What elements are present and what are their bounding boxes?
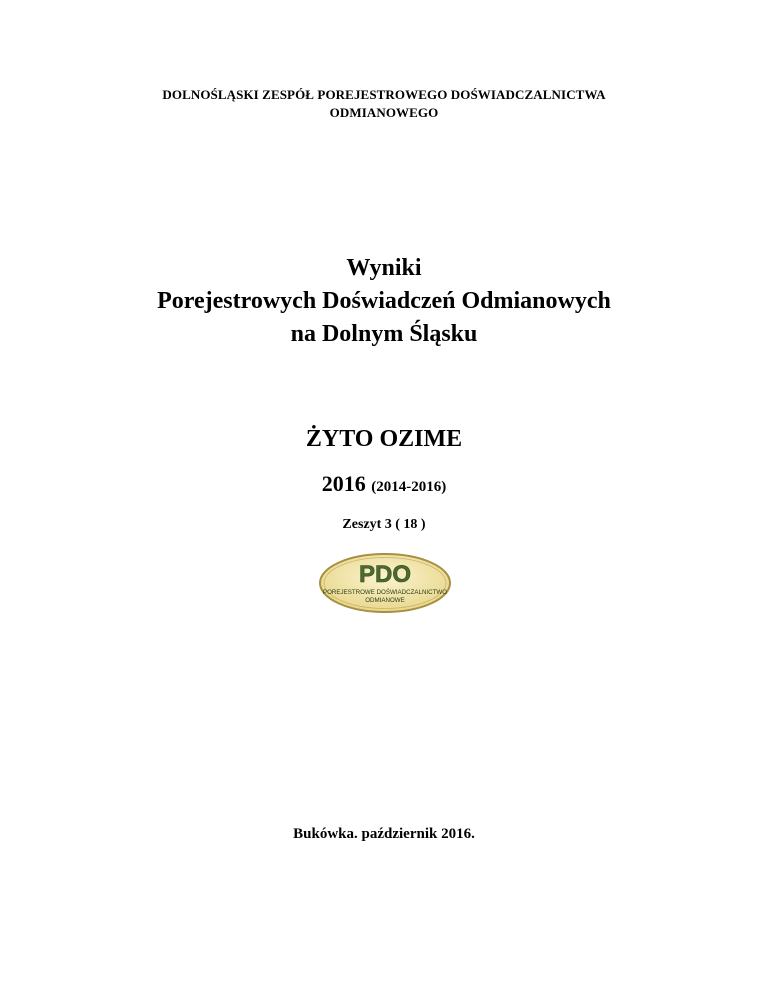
title-line-2: Porejestrowych Doświadczeń Odmianowych [157, 288, 611, 314]
title-line-1: Wyniki [346, 255, 422, 281]
document-title [0, 252, 768, 351]
organization-line-1: DOLNOŚLĄSKI ZESPÓŁ POREJESTROWEGO DOŚWIADCZALNICTWA [162, 87, 606, 102]
title-line-3: na Dolnym Śląsku [290, 321, 478, 347]
year-main: 2016 [321, 471, 366, 496]
logo-subtext-1: POREJESTROWE DOŚWIADCZALNICTWO [322, 589, 448, 596]
year-range: (2014-2016) [371, 479, 447, 495]
crop-name: ŻYTO OZIME [305, 426, 463, 452]
report-year [0, 470, 768, 501]
organization-heading [0, 86, 768, 122]
logo-subtext-2: ODMIANOWE [365, 597, 405, 604]
organization-line-2: ODMIANOWEGO [329, 105, 439, 120]
pdo-logo [318, 552, 452, 614]
place-and-date: Bukówka. październik 2016. [293, 826, 475, 842]
logo-main-text: PDO [358, 561, 412, 588]
issue-number: Zeszyt 3 ( 18 ) [342, 517, 426, 532]
